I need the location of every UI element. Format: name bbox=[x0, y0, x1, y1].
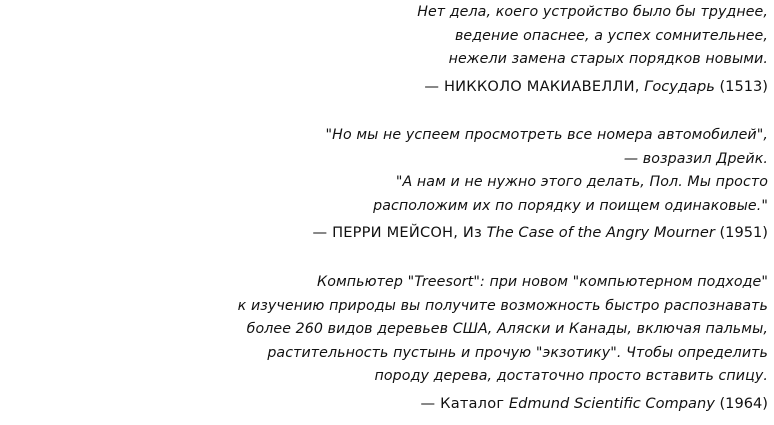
attribution-year: (1964) bbox=[719, 394, 768, 412]
attribution-author: — ПЕРРИ МЕЙСОН, Из bbox=[312, 224, 482, 241]
attribution-year: (1951) bbox=[719, 224, 768, 241]
quote-line: к изучению природы вы получите возможность быстро распознавать bbox=[237, 297, 768, 314]
quote-line: Компьютер "Treesort": при новом "компьютерном подходе" bbox=[317, 274, 768, 290]
quote-line: "Но мы не успеем просмотреть все номера автомобилей", bbox=[325, 127, 768, 143]
quote-line: более 260 видов деревьев США, Аляски и Канады, включая пальмы, bbox=[246, 321, 768, 337]
quote-line: растительность пустынь и прочую "экзотику". Чтобы определить bbox=[267, 344, 768, 361]
attribution bbox=[312, 221, 768, 245]
quote-line: расположим их по порядку и поищем одинаковые." bbox=[373, 197, 768, 214]
attribution-work: Государь bbox=[644, 77, 715, 95]
attribution-author: — НИККОЛО МАКИАВЕЛЛИ, bbox=[424, 77, 640, 95]
attribution-year: (1513) bbox=[719, 77, 768, 95]
attribution bbox=[417, 75, 768, 99]
quote-line: "А нам и не нужно этого делать, Пол. Мы просто bbox=[395, 174, 768, 190]
attribution-work: The Case of the Angry Mourner bbox=[486, 224, 715, 241]
quote-line: ведение опаснее, а успех сомнительнее, bbox=[454, 27, 768, 44]
quote-line: — возразил Дрейк. bbox=[623, 150, 768, 167]
quote-line: породу дерева, достаточно просто вставить спицу. bbox=[374, 368, 768, 384]
attribution bbox=[238, 392, 768, 416]
epigraph-edmund-catalog bbox=[238, 271, 768, 416]
attribution-author: — Каталог bbox=[420, 394, 505, 412]
quote-line: нежели замена старых порядков новыми. bbox=[448, 51, 768, 67]
epigraph-machiavelli bbox=[417, 1, 768, 99]
epigraph-perry-mason bbox=[312, 124, 768, 245]
quote-line: Нет дела, коего устройство было бы труднее, bbox=[417, 4, 768, 20]
attribution-work: Edmund Scientific Company bbox=[508, 394, 715, 412]
